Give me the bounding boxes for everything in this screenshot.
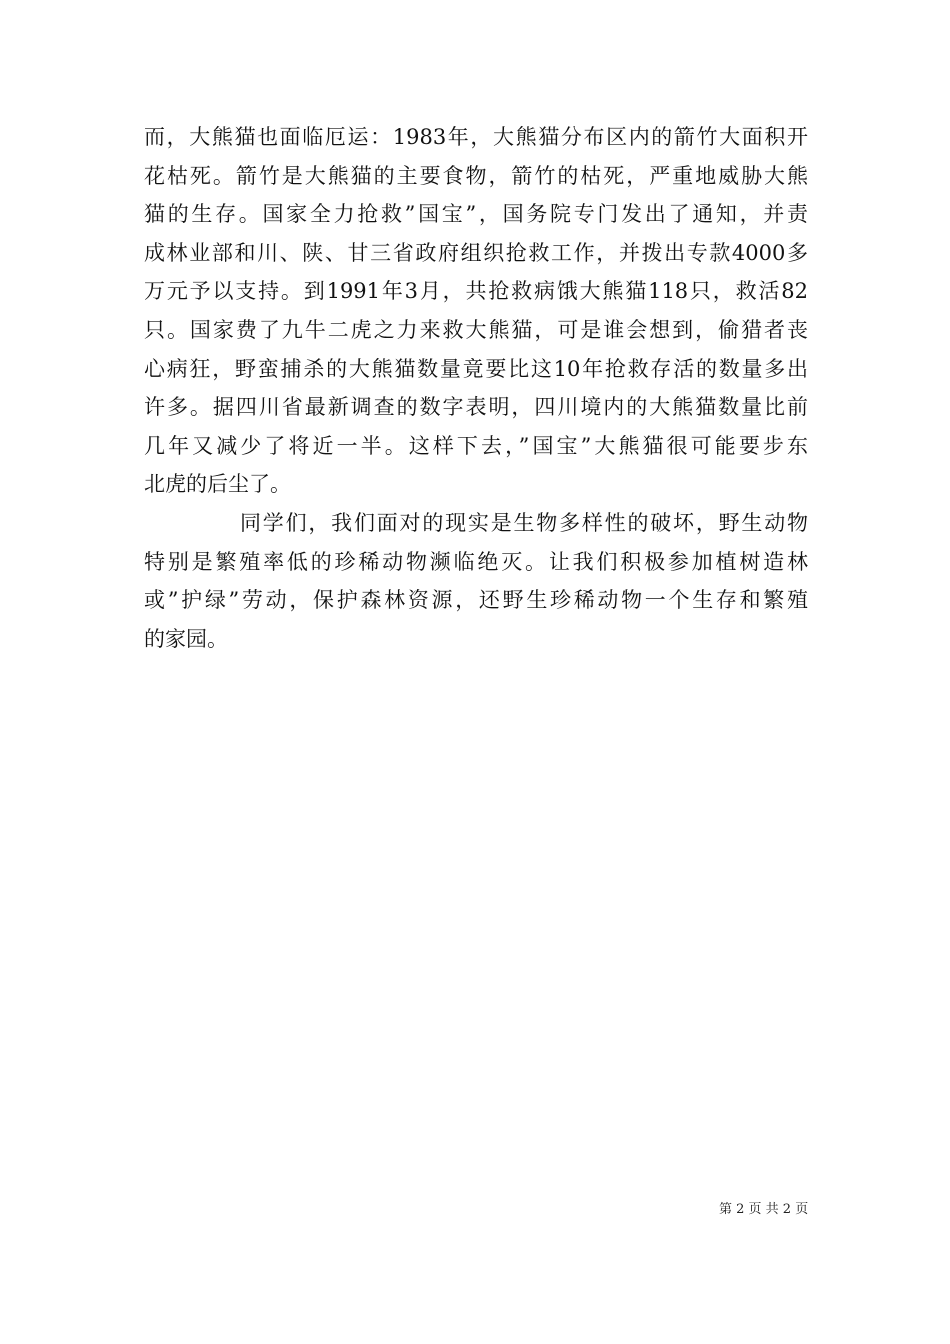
paragraph-line: 只。国家费了九牛二虎之力来救大熊猫，可是谁会想到，偷猎者丧: [144, 317, 808, 342]
paragraph-line: 成林业部和川、陕、甘三省政府组织抢救工作，并拨出专款4000多: [144, 240, 808, 265]
paragraph-line: 北虎的后尘了。: [144, 472, 291, 497]
paragraph-line: 特别是繁殖率低的珍稀动物濒临绝灭。让我们积极参加植树造林: [144, 549, 808, 574]
paragraph-line: 而，大熊猫也面临厄运：1983年，大熊猫分布区内的箭竹大面积开: [144, 125, 808, 149]
paragraph-line: 猫的生存。国家全力抢救”国宝”，国务院专门发出了通知，并责: [144, 202, 808, 227]
paragraph-1: [144, 118, 808, 504]
paragraph-line: 花枯死。箭竹是大熊猫的主要食物，箭竹的枯死，严重地威胁大熊: [144, 163, 808, 188]
document-body: [144, 118, 808, 658]
paragraph-line: 万元予以支持。到1991年3月，共抢救病饿大熊猫118只，救活82: [144, 279, 808, 304]
paragraph-line: 的家园。: [144, 626, 228, 651]
paragraph-line: 心病狂，野蛮捕杀的大熊猫数量竟要比这10年抢救存活的数量多出: [144, 356, 808, 381]
paragraph-2: [144, 504, 808, 658]
paragraph-line: 几年又减少了将近一半。这样下去，”国宝”大熊猫很可能要步东: [144, 433, 808, 458]
page-number-footer: 第 2 页 共 2 页: [719, 1202, 809, 1217]
paragraph-line: 或”护绿”劳动，保护森林资源，还野生珍稀动物一个生存和繁殖: [144, 588, 808, 613]
paragraph-line: 同学们，我们面对的现实是生物多样性的破坏，野生动物: [240, 510, 808, 535]
paragraph-line: 许多。据四川省最新调查的数字表明，四川境内的大熊猫数量比前: [144, 395, 808, 420]
